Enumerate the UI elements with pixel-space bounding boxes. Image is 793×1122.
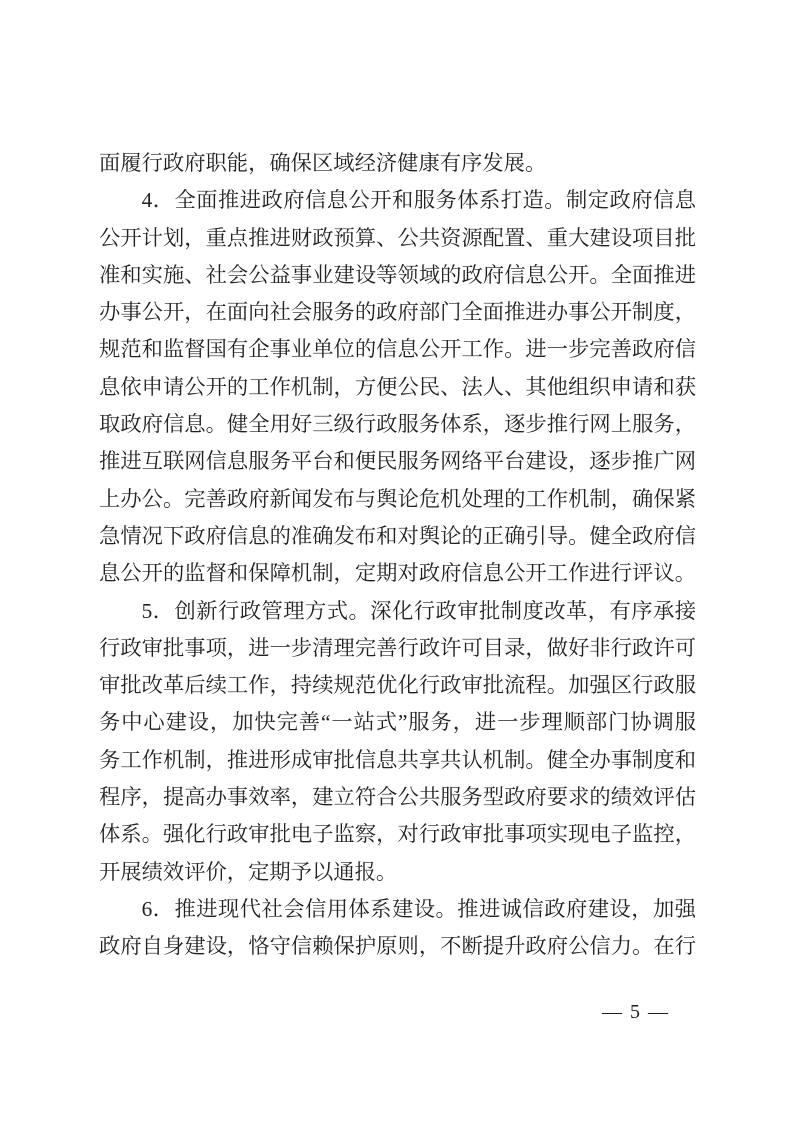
paragraph: [99, 891, 696, 966]
text-line: 开展绩效评价，定期予以通报。: [99, 859, 398, 884]
text-line: 推进互联网信息服务平台和便民服务网络平台建设，逐步推广网: [99, 449, 696, 474]
text-line: 审批改革后续工作，持续规范优化行政审批流程。加强区行政服: [99, 673, 696, 698]
body-text: [99, 145, 696, 966]
text-line: 务中心建设，加快完善“一站式”服务，进一步理顺部门协调服: [99, 710, 696, 735]
text-line: 政府自身建设，恪守信赖保护原则，不断提升政府公信力。在行: [99, 934, 696, 959]
page-number-text: — 5 —: [602, 1001, 668, 1023]
text-line: 息依申请公开的工作机制，方便公民、法人、其他组织申请和获: [99, 374, 696, 399]
paragraph: [99, 145, 696, 182]
text-line: 4．全面推进政府信息公开和服务体系打造。制定政府信息: [141, 188, 696, 213]
text-line: 规范和监督国有企事业单位的信息公开工作。进一步完善政府信: [99, 337, 696, 362]
text-line: 取政府信息。健全用好三级行政服务体系，逐步推行网上服务，: [99, 412, 696, 437]
text-line: 面履行政府职能，确保区域经济健康有序发展。: [99, 151, 547, 175]
text-line: 上办公。完善政府新闻发布与舆论危机处理的工作机制，确保紧: [99, 486, 696, 511]
text-line: 办事公开，在面向社会服务的政府部门全面推进办事公开制度，: [99, 300, 696, 325]
text-line: 体系。强化行政审批电子监察，对行政审批事项实现电子监控，: [99, 822, 696, 847]
page-number: [570, 998, 700, 1026]
text-line: 5．创新行政管理方式。深化行政审批制度改革，有序承接: [141, 598, 696, 623]
text-line: 准和实施、社会公益事业建设等领域的政府信息公开。全面推进: [99, 262, 696, 287]
paragraph: [99, 182, 696, 592]
text-line: 公开计划，重点推进财政预算、公共资源配置、重大建设项目批: [99, 225, 696, 250]
paragraph: [99, 593, 696, 891]
text-line: 程序，提高办事效率，建立符合公共服务型政府要求的绩效评估: [99, 785, 696, 810]
text-line: 息公开的监督和保障机制，定期对政府信息公开工作进行评议。: [99, 561, 696, 586]
text-line: 急情况下政府信息的准确发布和对舆论的正确引导。健全政府信: [99, 523, 696, 548]
text-line: 务工作机制，推进形成审批信息共享共认机制。健全办事制度和: [99, 747, 696, 772]
text-line: 6．推进现代社会信用体系建设。推进诚信政府建设，加强: [141, 896, 696, 921]
text-line: 行政审批事项，进一步清理完善行政许可目录，做好非行政许可: [99, 635, 696, 660]
